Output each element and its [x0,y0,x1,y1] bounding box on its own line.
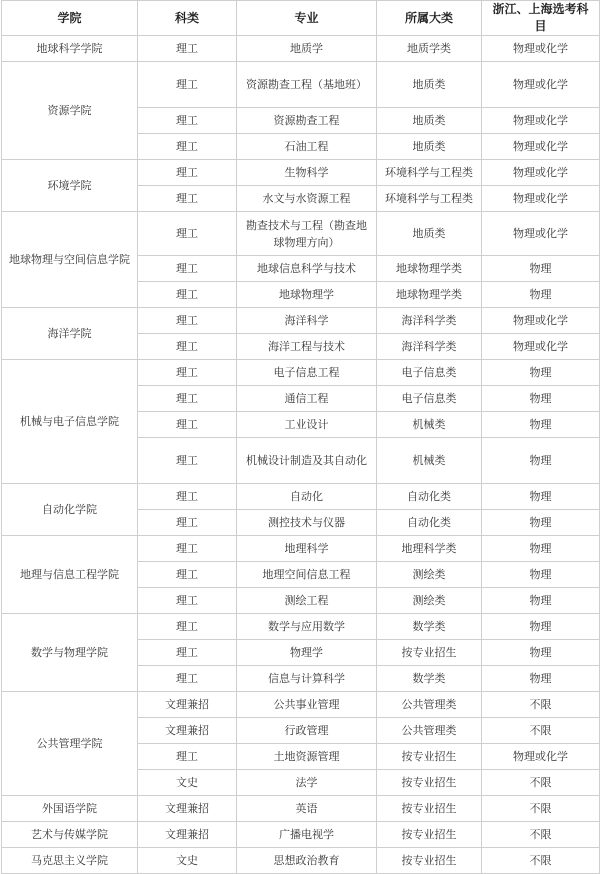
major-cell: 石油工程 [237,134,377,160]
header-category: 科类 [138,1,237,36]
category-cell: 理工 [138,282,237,308]
college-cell: 环境学院 [2,160,138,212]
college-cell: 艺术与传媒学院 [2,822,138,848]
subjects-cell: 物理 [482,438,600,484]
major-cell: 公共事业管理 [237,692,377,718]
family-cell: 自动化类 [377,510,482,536]
family-cell: 数学类 [377,666,482,692]
table-row [2,36,600,62]
college-cell: 公共管理学院 [2,692,138,796]
major-cell: 电子信息工程 [237,360,377,386]
college-cell: 地球科学学院 [2,36,138,62]
family-cell: 按专业招生 [377,796,482,822]
table-row [2,614,600,640]
college-cell: 地理与信息工程学院 [2,536,138,614]
subjects-cell: 物理或化学 [482,36,600,62]
subjects-cell: 不限 [482,822,600,848]
subjects-cell: 物理或化学 [482,186,600,212]
major-cell: 水文与水资源工程 [237,186,377,212]
category-cell: 理工 [138,536,237,562]
subjects-cell: 物理或化学 [482,308,600,334]
category-cell: 理工 [138,588,237,614]
category-cell: 理工 [138,160,237,186]
header-row [2,1,600,36]
family-cell: 测绘类 [377,562,482,588]
major-cell: 测绘工程 [237,588,377,614]
category-cell: 理工 [138,360,237,386]
family-cell: 公共管理类 [377,718,482,744]
major-cell: 地理科学 [237,536,377,562]
category-cell: 理工 [138,484,237,510]
family-cell: 机械类 [377,438,482,484]
table-row [2,848,600,874]
family-cell: 环境科学与工程类 [377,160,482,186]
college-cell: 数学与物理学院 [2,614,138,692]
major-cell: 土地资源管理 [237,744,377,770]
subjects-cell: 物理或化学 [482,160,600,186]
header-college: 学院 [2,1,138,36]
subjects-cell: 不限 [482,796,600,822]
major-cell: 资源勘查工程（基地班） [237,62,377,108]
family-cell: 地球物理学类 [377,256,482,282]
subjects-cell: 物理或化学 [482,134,600,160]
college-cell: 资源学院 [2,62,138,160]
table-body [2,36,600,874]
major-cell: 思想政治教育 [237,848,377,874]
category-cell: 理工 [138,640,237,666]
family-cell: 海洋科学类 [377,334,482,360]
college-cell: 马克思主义学院 [2,848,138,874]
subjects-cell: 物理 [482,510,600,536]
subjects-cell: 物理 [482,562,600,588]
major-cell: 法学 [237,770,377,796]
major-cell: 海洋科学 [237,308,377,334]
family-cell: 测绘类 [377,588,482,614]
subjects-cell: 物理或化学 [482,744,600,770]
family-cell: 按专业招生 [377,640,482,666]
category-cell: 文史 [138,848,237,874]
category-cell: 理工 [138,510,237,536]
family-cell: 海洋科学类 [377,308,482,334]
major-cell: 行政管理 [237,718,377,744]
category-cell: 理工 [138,108,237,134]
subjects-cell: 物理 [482,386,600,412]
table-row [2,484,600,510]
category-cell: 理工 [138,386,237,412]
family-cell: 按专业招生 [377,770,482,796]
family-cell: 数学类 [377,614,482,640]
family-cell: 自动化类 [377,484,482,510]
category-cell: 理工 [138,186,237,212]
subjects-cell: 物理 [482,256,600,282]
category-cell: 理工 [138,134,237,160]
majors-table [1,0,600,874]
major-cell: 地球物理学 [237,282,377,308]
category-cell: 理工 [138,438,237,484]
category-cell: 理工 [138,36,237,62]
family-cell: 地球物理学类 [377,282,482,308]
family-cell: 按专业招生 [377,744,482,770]
family-cell: 地质类 [377,134,482,160]
major-cell: 数学与应用数学 [237,614,377,640]
table-row [2,796,600,822]
subjects-cell: 物理或化学 [482,62,600,108]
major-cell: 测控技术与仪器 [237,510,377,536]
subjects-cell: 物理 [482,614,600,640]
family-cell: 地质类 [377,108,482,134]
subjects-cell: 不限 [482,848,600,874]
family-cell: 地质类 [377,212,482,256]
family-cell: 按专业招生 [377,822,482,848]
subjects-cell: 不限 [482,770,600,796]
major-cell: 信息与计算科学 [237,666,377,692]
header-major: 专业 [237,1,377,36]
family-cell: 电子信息类 [377,386,482,412]
major-cell: 生物科学 [237,160,377,186]
major-cell: 机械设计制造及其自动化 [237,438,377,484]
category-cell: 理工 [138,62,237,108]
subjects-cell: 物理 [482,536,600,562]
category-cell: 理工 [138,212,237,256]
major-cell: 英语 [237,796,377,822]
major-cell: 资源勘查工程 [237,108,377,134]
major-cell: 物理学 [237,640,377,666]
major-cell: 工业设计 [237,412,377,438]
category-cell: 理工 [138,256,237,282]
major-cell: 海洋工程与技术 [237,334,377,360]
family-cell: 环境科学与工程类 [377,186,482,212]
category-cell: 理工 [138,744,237,770]
major-cell: 地理空间信息工程 [237,562,377,588]
table-row [2,360,600,386]
college-cell: 地球物理与空间信息学院 [2,212,138,308]
family-cell: 地质学类 [377,36,482,62]
category-cell: 文理兼招 [138,796,237,822]
category-cell: 文理兼招 [138,692,237,718]
subjects-cell: 不限 [482,718,600,744]
subjects-cell: 物理 [482,484,600,510]
family-cell: 地理科学类 [377,536,482,562]
college-cell: 自动化学院 [2,484,138,536]
category-cell: 文理兼招 [138,822,237,848]
category-cell: 理工 [138,666,237,692]
family-cell: 电子信息类 [377,360,482,386]
category-cell: 理工 [138,412,237,438]
subjects-cell: 物理或化学 [482,212,600,256]
subjects-cell: 不限 [482,692,600,718]
college-cell: 机械与电子信息学院 [2,360,138,484]
category-cell: 理工 [138,334,237,360]
subjects-cell: 物理或化学 [482,108,600,134]
header-subjects: 浙江、上海选考科目 [482,1,600,36]
table-row [2,692,600,718]
family-cell: 公共管理类 [377,692,482,718]
major-cell: 通信工程 [237,386,377,412]
category-cell: 理工 [138,614,237,640]
table-row [2,160,600,186]
family-cell: 机械类 [377,412,482,438]
major-cell: 勘查技术与工程（勘查地球物理方向） [237,212,377,256]
family-cell: 地质类 [377,62,482,108]
table-row [2,212,600,256]
header-family: 所属大类 [377,1,482,36]
category-cell: 文史 [138,770,237,796]
table-row [2,822,600,848]
major-cell: 地质学 [237,36,377,62]
college-cell: 外国语学院 [2,796,138,822]
category-cell: 理工 [138,562,237,588]
subjects-cell: 物理 [482,640,600,666]
subjects-cell: 物理 [482,282,600,308]
table-row [2,536,600,562]
subjects-cell: 物理 [482,412,600,438]
major-cell: 地球信息科学与技术 [237,256,377,282]
subjects-cell: 物理 [482,588,600,614]
major-cell: 广播电视学 [237,822,377,848]
college-cell: 海洋学院 [2,308,138,360]
subjects-cell: 物理 [482,666,600,692]
table-row [2,62,600,108]
major-cell: 自动化 [237,484,377,510]
subjects-cell: 物理 [482,360,600,386]
table-row [2,308,600,334]
subjects-cell: 物理或化学 [482,334,600,360]
category-cell: 文理兼招 [138,718,237,744]
family-cell: 按专业招生 [377,848,482,874]
category-cell: 理工 [138,308,237,334]
